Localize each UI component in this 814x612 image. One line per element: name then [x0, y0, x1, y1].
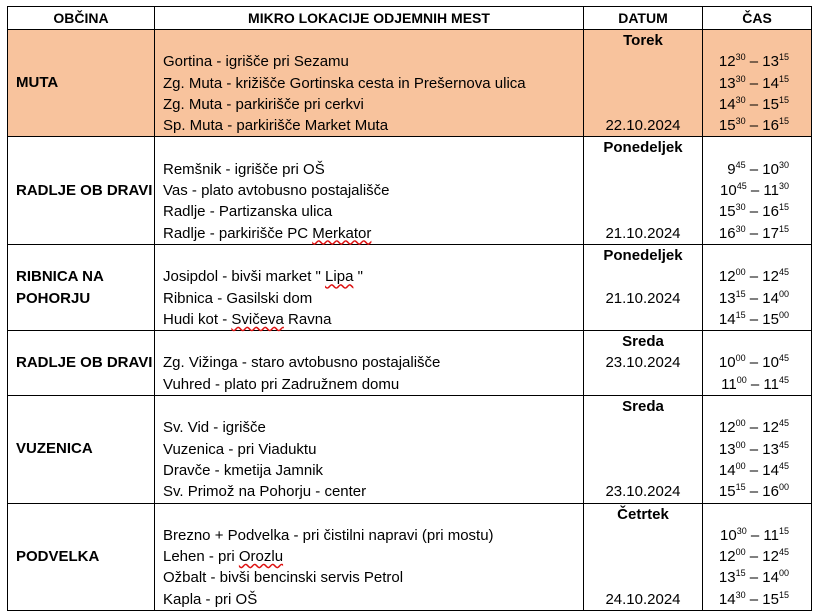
end-hour: 14: [762, 74, 779, 92]
end-hour: 16: [762, 117, 779, 135]
start-minute: 00: [735, 439, 746, 450]
location-item: Sv. Vid - igrišče: [163, 419, 266, 437]
end-hour: 12: [762, 548, 779, 566]
end-hour: 16: [762, 483, 779, 501]
time-dash: –: [749, 440, 759, 458]
start-hour: 14: [718, 310, 736, 328]
start-hour: 13: [718, 440, 736, 458]
start-minute: 30: [735, 52, 746, 63]
end-hour: 10: [762, 160, 779, 178]
time-dash: –: [749, 268, 759, 286]
time-cell: [703, 30, 812, 137]
end-minute: 45: [778, 267, 789, 278]
obcina-cell: MUTA: [8, 30, 155, 137]
location-item: Kapla - pri OŠ: [163, 590, 258, 608]
end-hour: 12: [762, 268, 779, 286]
location-item: Vuhred - plato pri Zadružnem domu: [163, 375, 400, 393]
spacer-line: [163, 245, 583, 266]
time-range: [703, 266, 789, 287]
start-hour: 12: [718, 53, 736, 71]
weekday: Torek: [623, 32, 663, 49]
start-minute: 00: [735, 547, 746, 558]
date-value: 21.10.2024: [605, 289, 681, 307]
start-hour: 13: [718, 74, 736, 92]
date-value: 22.10.2024: [605, 117, 681, 135]
time-dash: –: [749, 203, 759, 221]
locations-cell: [155, 244, 584, 330]
location-item: Brezno + Podvelka - pri čistilni napravi (pri mostu): [163, 526, 494, 544]
start-minute: 30: [735, 116, 746, 127]
end-minute: 00: [778, 309, 789, 320]
location-item: Hudi kot - Svičeva Ravna: [163, 310, 332, 328]
time-range: [703, 481, 789, 502]
start-minute: 15: [735, 288, 746, 299]
time-range: [703, 439, 789, 460]
time-range: [703, 201, 789, 222]
obcina-cell: VUZENICA: [8, 396, 155, 503]
end-minute: 45: [778, 439, 789, 450]
weekday: Ponedeljek: [603, 246, 683, 264]
end-hour: 11: [763, 375, 779, 393]
time-range: [703, 352, 789, 373]
start-hour: 14: [718, 461, 736, 479]
location-item: Lehen - pri Orozlu: [163, 548, 284, 566]
start-minute: 45: [735, 159, 746, 170]
spacer-line: [163, 137, 583, 158]
weekday: Sreda: [622, 398, 664, 416]
locations-cell: [155, 396, 584, 503]
table-row: [8, 30, 812, 137]
date-value: 23.10.2024: [605, 354, 681, 372]
location-item: Ožbalt - bivši bencinski servis Petrol: [163, 569, 404, 587]
start-minute: 00: [735, 353, 746, 364]
time-dash: –: [749, 53, 759, 71]
start-hour: 10: [720, 526, 737, 544]
end-minute: 15: [778, 73, 789, 84]
time-dash: –: [749, 548, 759, 566]
schedule-body: [8, 30, 812, 611]
table-row: [8, 503, 812, 610]
end-hour: 15: [762, 590, 779, 608]
end-minute: 45: [778, 418, 789, 429]
spellcheck-mark: Lipa: [325, 268, 354, 286]
location-item: Zg. Muta - parkirišče pri cerkvi: [163, 95, 364, 113]
end-minute: 45: [778, 374, 789, 385]
start-hour: 13: [718, 569, 736, 587]
date-cell: [584, 30, 703, 137]
start-hour: 13: [718, 289, 736, 307]
table-row: [8, 137, 812, 244]
time-range: [703, 309, 789, 330]
start-hour: 12: [718, 268, 736, 286]
date-value: 23.10.2024: [605, 483, 681, 501]
start-minute: 00: [735, 267, 746, 278]
start-minute: 30: [735, 202, 746, 213]
end-hour: 14: [762, 461, 779, 479]
end-minute: 00: [778, 568, 789, 579]
start-hour: 10: [720, 182, 737, 200]
start-hour: 9: [727, 160, 736, 178]
start-minute: 30: [735, 94, 746, 105]
obcina-cell: RADLJE OB DRAVI: [8, 137, 155, 244]
end-hour: 13: [762, 53, 779, 71]
start-hour: 14: [718, 590, 736, 608]
time-dash: –: [749, 419, 759, 437]
start-minute: 45: [736, 181, 747, 192]
end-minute: 30: [778, 181, 789, 192]
start-minute: 30: [736, 525, 747, 536]
header-lokacije: MIKRO LOKACIJE ODJEMNIH MEST: [155, 7, 584, 30]
location-item: Vuzenica - pri Viaduktu: [163, 440, 317, 458]
end-hour: 12: [762, 419, 779, 437]
date-value: 24.10.2024: [605, 590, 681, 608]
end-minute: 15: [778, 116, 789, 127]
obcina-cell: PODVELKA: [8, 503, 155, 610]
end-minute: 15: [778, 223, 789, 234]
location-item: Gortina - igrišče pri Sezamu: [163, 53, 349, 71]
time-range: [703, 223, 789, 244]
header-cas: ČAS: [703, 7, 812, 30]
time-dash: –: [749, 310, 759, 328]
start-hour: 15: [718, 483, 736, 501]
time-range: [703, 51, 789, 72]
location-item: Zg. Vižinga - staro avtobusno postajališče: [163, 354, 441, 372]
date-cell: [584, 396, 703, 503]
time-cell: [703, 396, 812, 503]
time-range: [703, 180, 789, 201]
time-range: [703, 589, 789, 610]
start-hour: 12: [718, 419, 736, 437]
start-hour: 11: [721, 375, 737, 393]
time-range: [703, 115, 789, 136]
end-minute: 00: [778, 288, 789, 299]
end-hour: 17: [762, 224, 779, 242]
time-range: [703, 94, 789, 115]
end-minute: 30: [778, 159, 789, 170]
locations-cell: [155, 503, 584, 610]
time-range: [703, 546, 789, 567]
end-minute: 45: [778, 547, 789, 558]
schedule-table: [7, 6, 812, 611]
end-minute: 15: [778, 525, 789, 536]
time-dash: –: [749, 74, 759, 92]
end-hour: 15: [762, 310, 779, 328]
end-minute: 00: [778, 482, 789, 493]
start-minute: 15: [735, 309, 746, 320]
end-hour: 16: [762, 203, 779, 221]
start-hour: 15: [718, 117, 736, 135]
time-cell: [703, 137, 812, 244]
time-range: [703, 288, 789, 309]
time-dash: –: [749, 569, 759, 587]
time-range: [703, 73, 789, 94]
start-minute: 00: [736, 374, 747, 385]
time-dash: –: [749, 160, 759, 178]
end-minute: 15: [778, 589, 789, 600]
location-item: Josipdol - bivši market " Lipa ": [163, 268, 363, 286]
spacer-line: [163, 396, 583, 417]
location-item: Sp. Muta - parkirišče Market Muta: [163, 117, 389, 135]
start-hour: 16: [718, 224, 736, 242]
table-row: [8, 244, 812, 330]
date-value: 21.10.2024: [605, 224, 681, 242]
spacer-line: [163, 30, 583, 51]
time-cell: [703, 244, 812, 330]
time-dash: –: [749, 590, 759, 608]
time-dash: –: [749, 117, 759, 135]
time-cell: [703, 331, 812, 396]
time-range: [703, 567, 789, 588]
start-hour: 12: [718, 548, 736, 566]
header-datum: DATUM: [584, 7, 703, 30]
weekday: Ponedeljek: [603, 139, 683, 157]
table-row: [8, 396, 812, 503]
time-dash: –: [749, 461, 759, 479]
end-hour: 10: [762, 354, 779, 372]
start-hour: 15: [718, 203, 736, 221]
date-cell: [584, 331, 703, 396]
end-minute: 45: [778, 353, 789, 364]
time-dash: –: [749, 224, 759, 242]
time-dash: –: [749, 483, 759, 501]
start-minute: 00: [735, 460, 746, 471]
start-hour: 10: [718, 354, 736, 372]
time-cell: [703, 503, 812, 610]
start-minute: 30: [735, 223, 746, 234]
location-item: Ribnica - Gasilski dom: [163, 289, 313, 307]
location-item: Sv. Primož na Pohorju - center: [163, 483, 367, 501]
time-dash: –: [749, 95, 759, 113]
spacer-line: [163, 331, 583, 352]
time-dash: –: [749, 354, 759, 372]
end-minute: 45: [778, 460, 789, 471]
start-hour: 14: [718, 95, 736, 113]
start-minute: 30: [735, 73, 746, 84]
start-minute: 00: [735, 418, 746, 429]
start-minute: 15: [735, 482, 746, 493]
end-hour: 11: [763, 526, 779, 544]
time-range: [703, 417, 789, 438]
end-minute: 15: [778, 52, 789, 63]
table-row: [8, 331, 812, 396]
obcina-cell: RIBNICA NA POHORJU: [8, 244, 155, 330]
header-obcina: OBČINA: [8, 7, 155, 30]
location-item: Zg. Muta - križišče Gortinska cesta in Prešernova ulica: [163, 74, 526, 92]
time-range: [703, 460, 789, 481]
date-cell: [584, 503, 703, 610]
end-hour: 15: [762, 95, 779, 113]
end-hour: 14: [762, 289, 779, 307]
spellcheck-mark: Svičeva: [231, 310, 284, 328]
location-item: Vas - plato avtobusno postajališče: [163, 182, 390, 200]
date-cell: [584, 244, 703, 330]
date-cell: [584, 137, 703, 244]
spacer-line: [163, 504, 583, 525]
weekday: Četrtek: [617, 505, 669, 523]
start-minute: 30: [735, 589, 746, 600]
location-item: Dravče - kmetija Jamnik: [163, 461, 324, 479]
time-dash: –: [750, 526, 760, 544]
locations-cell: [155, 30, 584, 137]
time-range: [703, 159, 789, 180]
obcina-cell: RADLJE OB DRAVI: [8, 331, 155, 396]
locations-cell: [155, 137, 584, 244]
location-item: Remšnik - igrišče pri OŠ: [163, 160, 325, 178]
end-hour: 13: [762, 440, 779, 458]
location-item: Radlje - Partizanska ulica: [163, 203, 333, 221]
locations-cell: [155, 331, 584, 396]
time-range: [703, 525, 789, 546]
end-minute: 15: [778, 94, 789, 105]
location-item: Radlje - parkirišče PC Merkator: [163, 224, 372, 242]
spellcheck-mark: Orozlu: [238, 548, 284, 566]
time-dash: –: [750, 182, 760, 200]
time-dash: –: [749, 289, 759, 307]
time-dash: –: [750, 375, 760, 393]
weekday: Sreda: [622, 333, 664, 351]
end-minute: 15: [778, 202, 789, 213]
end-hour: 11: [763, 182, 779, 200]
header-row: [8, 7, 812, 30]
end-hour: 14: [762, 569, 779, 587]
spellcheck-mark: Merkator: [312, 224, 372, 242]
time-range: [703, 374, 789, 395]
start-minute: 15: [735, 568, 746, 579]
